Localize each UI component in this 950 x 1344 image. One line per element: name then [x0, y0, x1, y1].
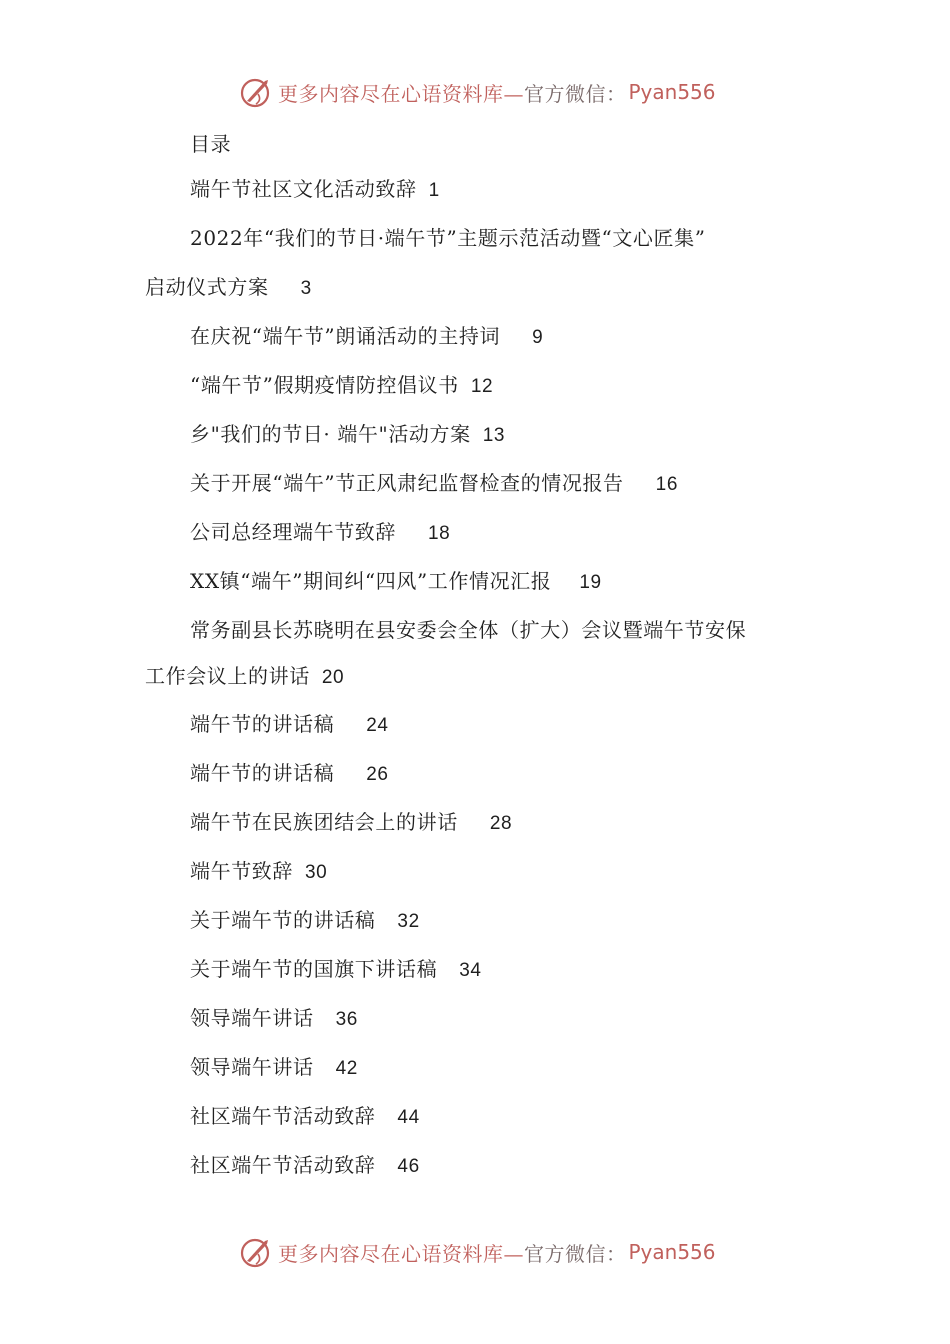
watermark-banner-bottom — [238, 1232, 798, 1272]
toc-entry-continuation — [145, 662, 344, 692]
toc-entry-title: 领导端午讲话 — [190, 1006, 314, 1030]
toc-entry-title: 社区端午节活动致辞 — [190, 1153, 376, 1177]
toc-entry — [190, 1151, 420, 1181]
toc-entry — [190, 616, 746, 644]
toc-entry-title-line1: 常务副县长苏晓明在县安委会全体（扩大）会议暨端午节安保 — [190, 618, 747, 642]
toc-entry — [190, 420, 505, 450]
toc-entry — [190, 469, 678, 499]
toc-entry-title: 关于开展“端午”节正风肃纪监督检查的情况报告 — [190, 471, 624, 495]
toc-entry — [190, 322, 543, 352]
toc-entry-page: 34 — [459, 960, 482, 981]
toc-entry-title: 端午节在民族团结会上的讲话 — [190, 810, 458, 834]
quill-logo-icon — [238, 74, 274, 110]
toc-entry — [190, 710, 389, 740]
toc-entry-title-line2: 工作会议上的讲话 — [145, 664, 310, 688]
toc-entry-title: 关于端午节的讲话稿 — [190, 908, 376, 932]
toc-entry-title: 乡"我们的节日· 端午"活动方案 — [190, 422, 471, 446]
toc-entry-title: 领导端午讲话 — [190, 1055, 314, 1079]
toc-entry-page: 44 — [397, 1107, 420, 1128]
toc-entry-continuation — [145, 273, 312, 303]
toc-entry-page: 3 — [300, 278, 312, 299]
quill-logo-icon — [238, 1234, 274, 1270]
toc-entry-title: 端午节社区文化活动致辞 — [190, 177, 417, 201]
toc-entry — [190, 808, 512, 838]
toc-entry-title: 在庆祝“端午节”朗诵活动的主持词 — [190, 324, 501, 348]
toc-entry-page: 30 — [305, 862, 328, 883]
toc-entry — [190, 759, 389, 789]
toc-entry — [190, 906, 420, 936]
toc-entry-title: XX镇“端午”期间纠“四风”工作情况汇报 — [190, 569, 552, 593]
toc-entry-page: 20 — [321, 667, 345, 688]
toc-entry-page: 12 — [470, 376, 494, 397]
watermark-text: 更多内容尽在心语资料库— — [278, 81, 524, 106]
toc-entry-page: 16 — [655, 474, 678, 495]
toc-entry-title: 公司总经理端午节致辞 — [190, 520, 396, 544]
toc-entry — [190, 518, 450, 548]
toc-entry-title-line1: 2022年“我们的节日·端午节”主题示范活动暨“文心匠集” — [190, 226, 706, 250]
toc-entry-title: 端午节的讲话稿 — [190, 761, 335, 785]
toc-entry-title: “端午节”假期疫情防控倡议书 — [190, 373, 459, 397]
toc-entry — [190, 224, 706, 252]
toc-entry — [190, 1004, 358, 1034]
toc-entry-page: 1 — [428, 180, 440, 201]
toc-entry-page: 24 — [366, 715, 389, 736]
toc-entry-page: 9 — [532, 327, 544, 348]
toc-entry-page: 26 — [366, 764, 389, 785]
watermark-wechat-label: 官方微信： — [524, 1241, 627, 1266]
toc-entry — [190, 371, 493, 401]
toc-entry-page: 13 — [482, 425, 506, 446]
toc-entry-title: 端午节的讲话稿 — [190, 712, 335, 736]
watermark-banner-top — [238, 72, 798, 112]
toc-entry — [190, 1102, 420, 1132]
watermark-wechat-label: 官方微信： — [524, 81, 627, 106]
toc-entry-title: 关于端午节的国旗下讲话稿 — [190, 957, 438, 981]
toc-entry-page: 32 — [397, 911, 420, 932]
watermark-wechat-id: Pyan556 — [628, 1240, 716, 1264]
toc-entry-page: 46 — [397, 1156, 420, 1177]
toc-heading: 目录 — [190, 132, 232, 156]
toc-entry — [190, 955, 482, 985]
toc-entry-title: 社区端午节活动致辞 — [190, 1104, 376, 1128]
toc-entry-title-line2: 启动仪式方案 — [145, 275, 269, 299]
toc-entry — [190, 857, 327, 887]
toc-entry-page: 19 — [579, 572, 602, 593]
watermark-text: 更多内容尽在心语资料库— — [278, 1241, 524, 1266]
toc-entry-page: 36 — [335, 1009, 358, 1030]
toc-entry-page: 28 — [489, 813, 513, 834]
toc-entry — [190, 175, 440, 205]
toc-entry-page: 18 — [428, 523, 451, 544]
toc-entry — [190, 1053, 358, 1083]
watermark-wechat-id: Pyan556 — [628, 80, 716, 104]
toc-entry-page: 42 — [335, 1058, 358, 1079]
toc-entry — [190, 567, 602, 597]
toc-entry-title: 端午节致辞 — [190, 859, 293, 883]
